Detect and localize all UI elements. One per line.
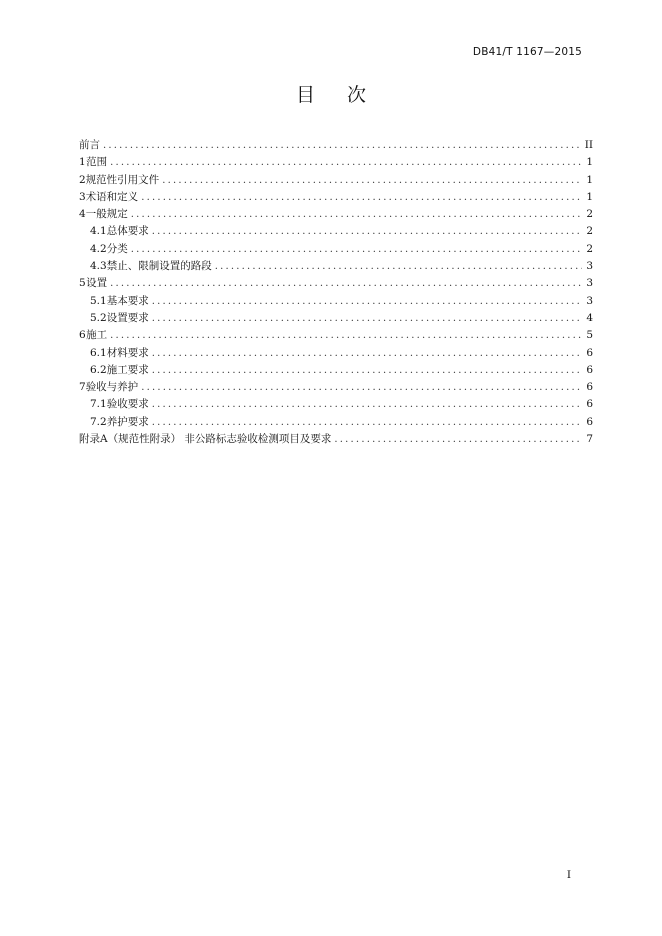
toc-item-5-2[interactable] <box>79 310 593 327</box>
toc-item-foreword[interactable] <box>79 137 593 154</box>
toc-page: 2 <box>586 225 593 238</box>
toc-title: 禁止、限制设置的路段 <box>106 260 212 273</box>
toc-item-7-2[interactable] <box>79 414 593 431</box>
toc-number: 6.2 <box>90 363 107 376</box>
toc-leader-dots <box>110 154 582 171</box>
toc-item-5[interactable] <box>79 275 593 292</box>
toc-page: 7 <box>586 433 593 446</box>
toc-title: 总体要求 <box>106 225 149 238</box>
toc-title: 附录A（规范性附录） 非公路标志验收检测项目及要求 <box>79 433 332 446</box>
toc-page: 1 <box>586 173 593 186</box>
toc-number: 7 <box>79 381 86 394</box>
toc-leader-dots <box>103 137 582 154</box>
toc-leader-dots <box>131 241 582 258</box>
toc-title: 材料要求 <box>106 346 149 359</box>
toc-item-6-1[interactable] <box>79 345 593 362</box>
toc-number: 6 <box>79 329 86 342</box>
toc-page: 3 <box>586 260 593 273</box>
toc-title: 范围 <box>86 156 108 169</box>
toc-title: 验收与养护 <box>85 381 139 394</box>
toc-leader-dots <box>334 431 582 448</box>
toc-title: 养护要求 <box>106 415 149 428</box>
toc-title: 一般规定 <box>85 208 128 221</box>
toc-item-3[interactable] <box>79 189 593 206</box>
toc-number: 4.2 <box>90 242 107 255</box>
toc-item-4-2[interactable] <box>79 241 593 258</box>
toc-title: 术语和定义 <box>85 190 139 203</box>
toc-page: 1 <box>586 156 593 169</box>
toc-leader-dots <box>152 362 582 379</box>
toc-page: II <box>584 139 593 151</box>
toc-title: 基本要求 <box>106 294 149 307</box>
page-title: 目次 <box>295 84 398 106</box>
toc-item-5-1[interactable] <box>79 293 593 310</box>
toc-page: 2 <box>586 208 593 221</box>
toc-item-7[interactable] <box>79 379 593 396</box>
toc-title: 前言 <box>79 139 100 151</box>
toc-title: 分类 <box>106 242 128 255</box>
toc-title: 验收要求 <box>106 398 149 411</box>
toc-page: 6 <box>586 363 593 376</box>
toc-number: 7.2 <box>90 415 107 428</box>
toc-leader-dots <box>215 258 582 275</box>
toc-number: 5 <box>79 277 86 290</box>
toc-title: 施工 <box>86 329 108 342</box>
toc-item-6-2[interactable] <box>79 362 593 379</box>
toc-item-2[interactable] <box>79 172 593 189</box>
toc-number: 5.2 <box>90 311 107 324</box>
toc-number: 1 <box>79 156 86 169</box>
toc-number: 7.1 <box>90 398 107 411</box>
toc-leader-dots <box>141 379 582 396</box>
toc-number: 5.1 <box>90 294 107 307</box>
table-of-contents <box>79 137 593 448</box>
toc-item-4-1[interactable] <box>79 223 593 240</box>
toc-title: 设置要求 <box>106 311 149 324</box>
toc-title: 设置 <box>86 277 108 290</box>
toc-page: 3 <box>586 294 593 307</box>
toc-number: 4.3 <box>90 260 107 273</box>
toc-leader-dots <box>110 327 582 344</box>
toc-leader-dots <box>141 189 582 206</box>
toc-number: 4 <box>79 208 86 221</box>
toc-page: 5 <box>586 329 593 342</box>
toc-number: 3 <box>79 190 86 203</box>
toc-page: 2 <box>586 242 593 255</box>
toc-item-6[interactable] <box>79 327 593 344</box>
toc-number: 2 <box>79 173 86 186</box>
toc-page: 6 <box>586 381 593 394</box>
toc-page: 1 <box>586 190 593 203</box>
toc-item-appendix-a[interactable] <box>79 431 593 448</box>
toc-title: 施工要求 <box>106 363 149 376</box>
standard-code: DB41/T 1167—2015 <box>472 46 582 58</box>
toc-leader-dots <box>152 293 582 310</box>
toc-item-7-1[interactable] <box>79 396 593 413</box>
toc-page: 6 <box>586 346 593 359</box>
toc-leader-dots <box>152 345 582 362</box>
toc-leader-dots <box>152 223 582 240</box>
toc-item-1[interactable] <box>79 154 593 171</box>
toc-page: 6 <box>586 398 593 411</box>
toc-leader-dots <box>152 396 582 413</box>
toc-leader-dots <box>131 206 582 223</box>
page-number: I <box>566 869 571 881</box>
toc-leader-dots <box>110 275 582 292</box>
toc-leader-dots <box>162 172 582 189</box>
toc-leader-dots <box>152 310 582 327</box>
toc-page: 3 <box>586 277 593 290</box>
toc-number: 4.1 <box>90 225 107 238</box>
toc-item-4-3[interactable] <box>79 258 593 275</box>
toc-page: 6 <box>586 415 593 428</box>
toc-item-4[interactable] <box>79 206 593 223</box>
toc-page: 4 <box>586 311 593 324</box>
toc-number: 6.1 <box>90 346 107 359</box>
toc-title: 规范性引用文件 <box>85 173 160 186</box>
toc-leader-dots <box>152 414 582 431</box>
